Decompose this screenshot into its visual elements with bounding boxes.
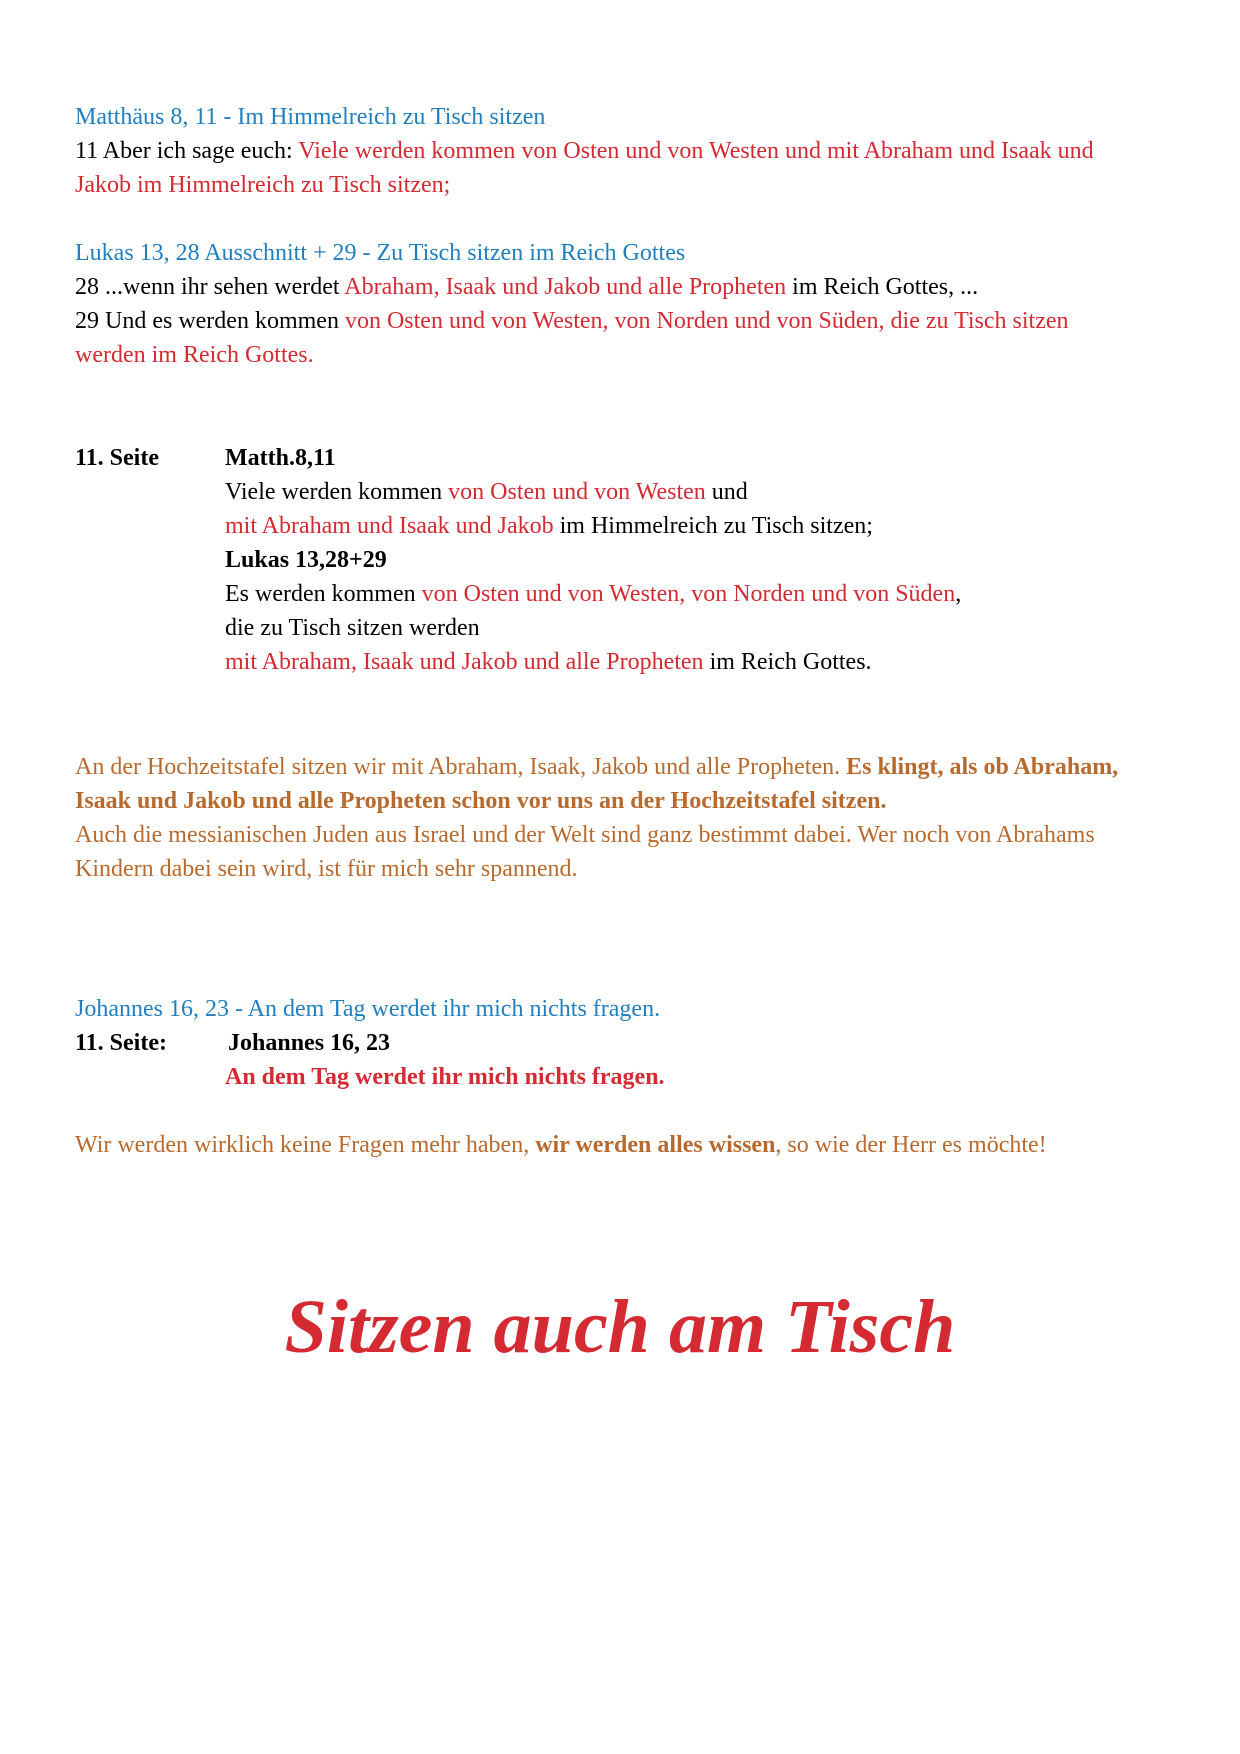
section-heading-matthaeus: Matthäus 8, 11 - Im Himmelreich zu Tisch sitzen [75, 104, 546, 130]
commentary-line [75, 750, 1118, 784]
verse-quote: mit Abraham, Isaak und Jakob und alle Propheten [225, 649, 704, 675]
commentary-line [75, 1128, 1047, 1162]
verse-text: , [955, 581, 962, 607]
verse-text: im Reich Gottes. [703, 649, 872, 675]
commentary-text: Wir werden wirklich keine Fragen mehr haben, [75, 1132, 536, 1158]
verse-quote: von Osten und von Westen, von Norden und von Süden [421, 581, 956, 607]
verse-line [225, 475, 748, 509]
verse-text: 29 Und es werden kommen [75, 308, 345, 334]
verse-line: die zu Tisch sitzen werden [225, 615, 480, 641]
verse-quote-line: werden im Reich Gottes. [75, 342, 314, 368]
verse-quote: von Osten und von Westen, von Norden und von Süden, die zu Tisch sitzen [344, 308, 1069, 334]
commentary-emphasis: wir werden alles wissen [535, 1132, 776, 1158]
page-label: 11. Seite [75, 445, 159, 471]
verse-line [75, 304, 1069, 338]
verse-quote-line: Jakob im Himmelreich zu Tisch sitzen; [75, 172, 451, 198]
verse-text: im Himmelreich zu Tisch sitzen; [553, 513, 873, 539]
commentary-line: Auch die messianischen Juden aus Israel und der Welt sind ganz bestimmt dabei. Wer noch von Abrahams [75, 822, 1095, 848]
commentary-text: An der Hochzeitstafel sitzen wir mit Abraham, Isaak, Jakob und alle Propheten. [75, 754, 847, 780]
verse-quote: von Osten und von Westen [448, 479, 706, 505]
page-label: 11. Seite: [75, 1030, 167, 1056]
verse-text: 11 Aber ich sage euch: [75, 138, 299, 164]
commentary-line: Kindern dabei sein wird, ist für mich sehr spannend. [75, 856, 578, 882]
commentary-text: , so wie der Herr es möchte! [775, 1132, 1047, 1158]
commentary-emphasis-line: Isaak und Jakob und alle Propheten schon vor uns an der Hochzeitstafel sitzen. [75, 788, 887, 814]
verse-line [225, 577, 961, 611]
verse-text: 28 ...wenn ihr sehen werdet [75, 274, 345, 300]
verse-line [225, 509, 873, 543]
verse-line [75, 270, 978, 304]
verse-quote: Abraham, Isaak und Jakob und alle Propheten [344, 274, 787, 300]
verse-text: und [705, 479, 748, 505]
verse-quote-line: An dem Tag werdet ihr mich nichts fragen. [225, 1064, 665, 1090]
verse-quote: mit Abraham und Isaak und Jakob [225, 513, 554, 539]
verse-text: im Reich Gottes, ... [786, 274, 979, 300]
section-heading-lukas: Lukas 13, 28 Ausschnitt + 29 - Zu Tisch sitzen im Reich Gottes [75, 240, 686, 266]
verse-text: Viele werden kommen [225, 479, 449, 505]
verse-quote: Viele werden kommen von Osten und von Westen und mit Abraham und Isaak und [298, 138, 1094, 164]
reference-johannes: Johannes 16, 23 [228, 1030, 391, 1056]
page-title: Sitzen auch am Tisch [284, 1285, 956, 1369]
verse-text: Es werden kommen [225, 581, 422, 607]
verse-line [75, 134, 1094, 168]
reference-lukas: Lukas 13,28+29 [225, 547, 387, 573]
reference-matthaeus: Matth.8,11 [225, 445, 336, 471]
section-heading-johannes: Johannes 16, 23 - An dem Tag werdet ihr mich nichts fragen. [75, 996, 661, 1022]
verse-line [225, 645, 872, 679]
commentary-emphasis: Es klingt, als ob Abraham, [846, 754, 1119, 780]
